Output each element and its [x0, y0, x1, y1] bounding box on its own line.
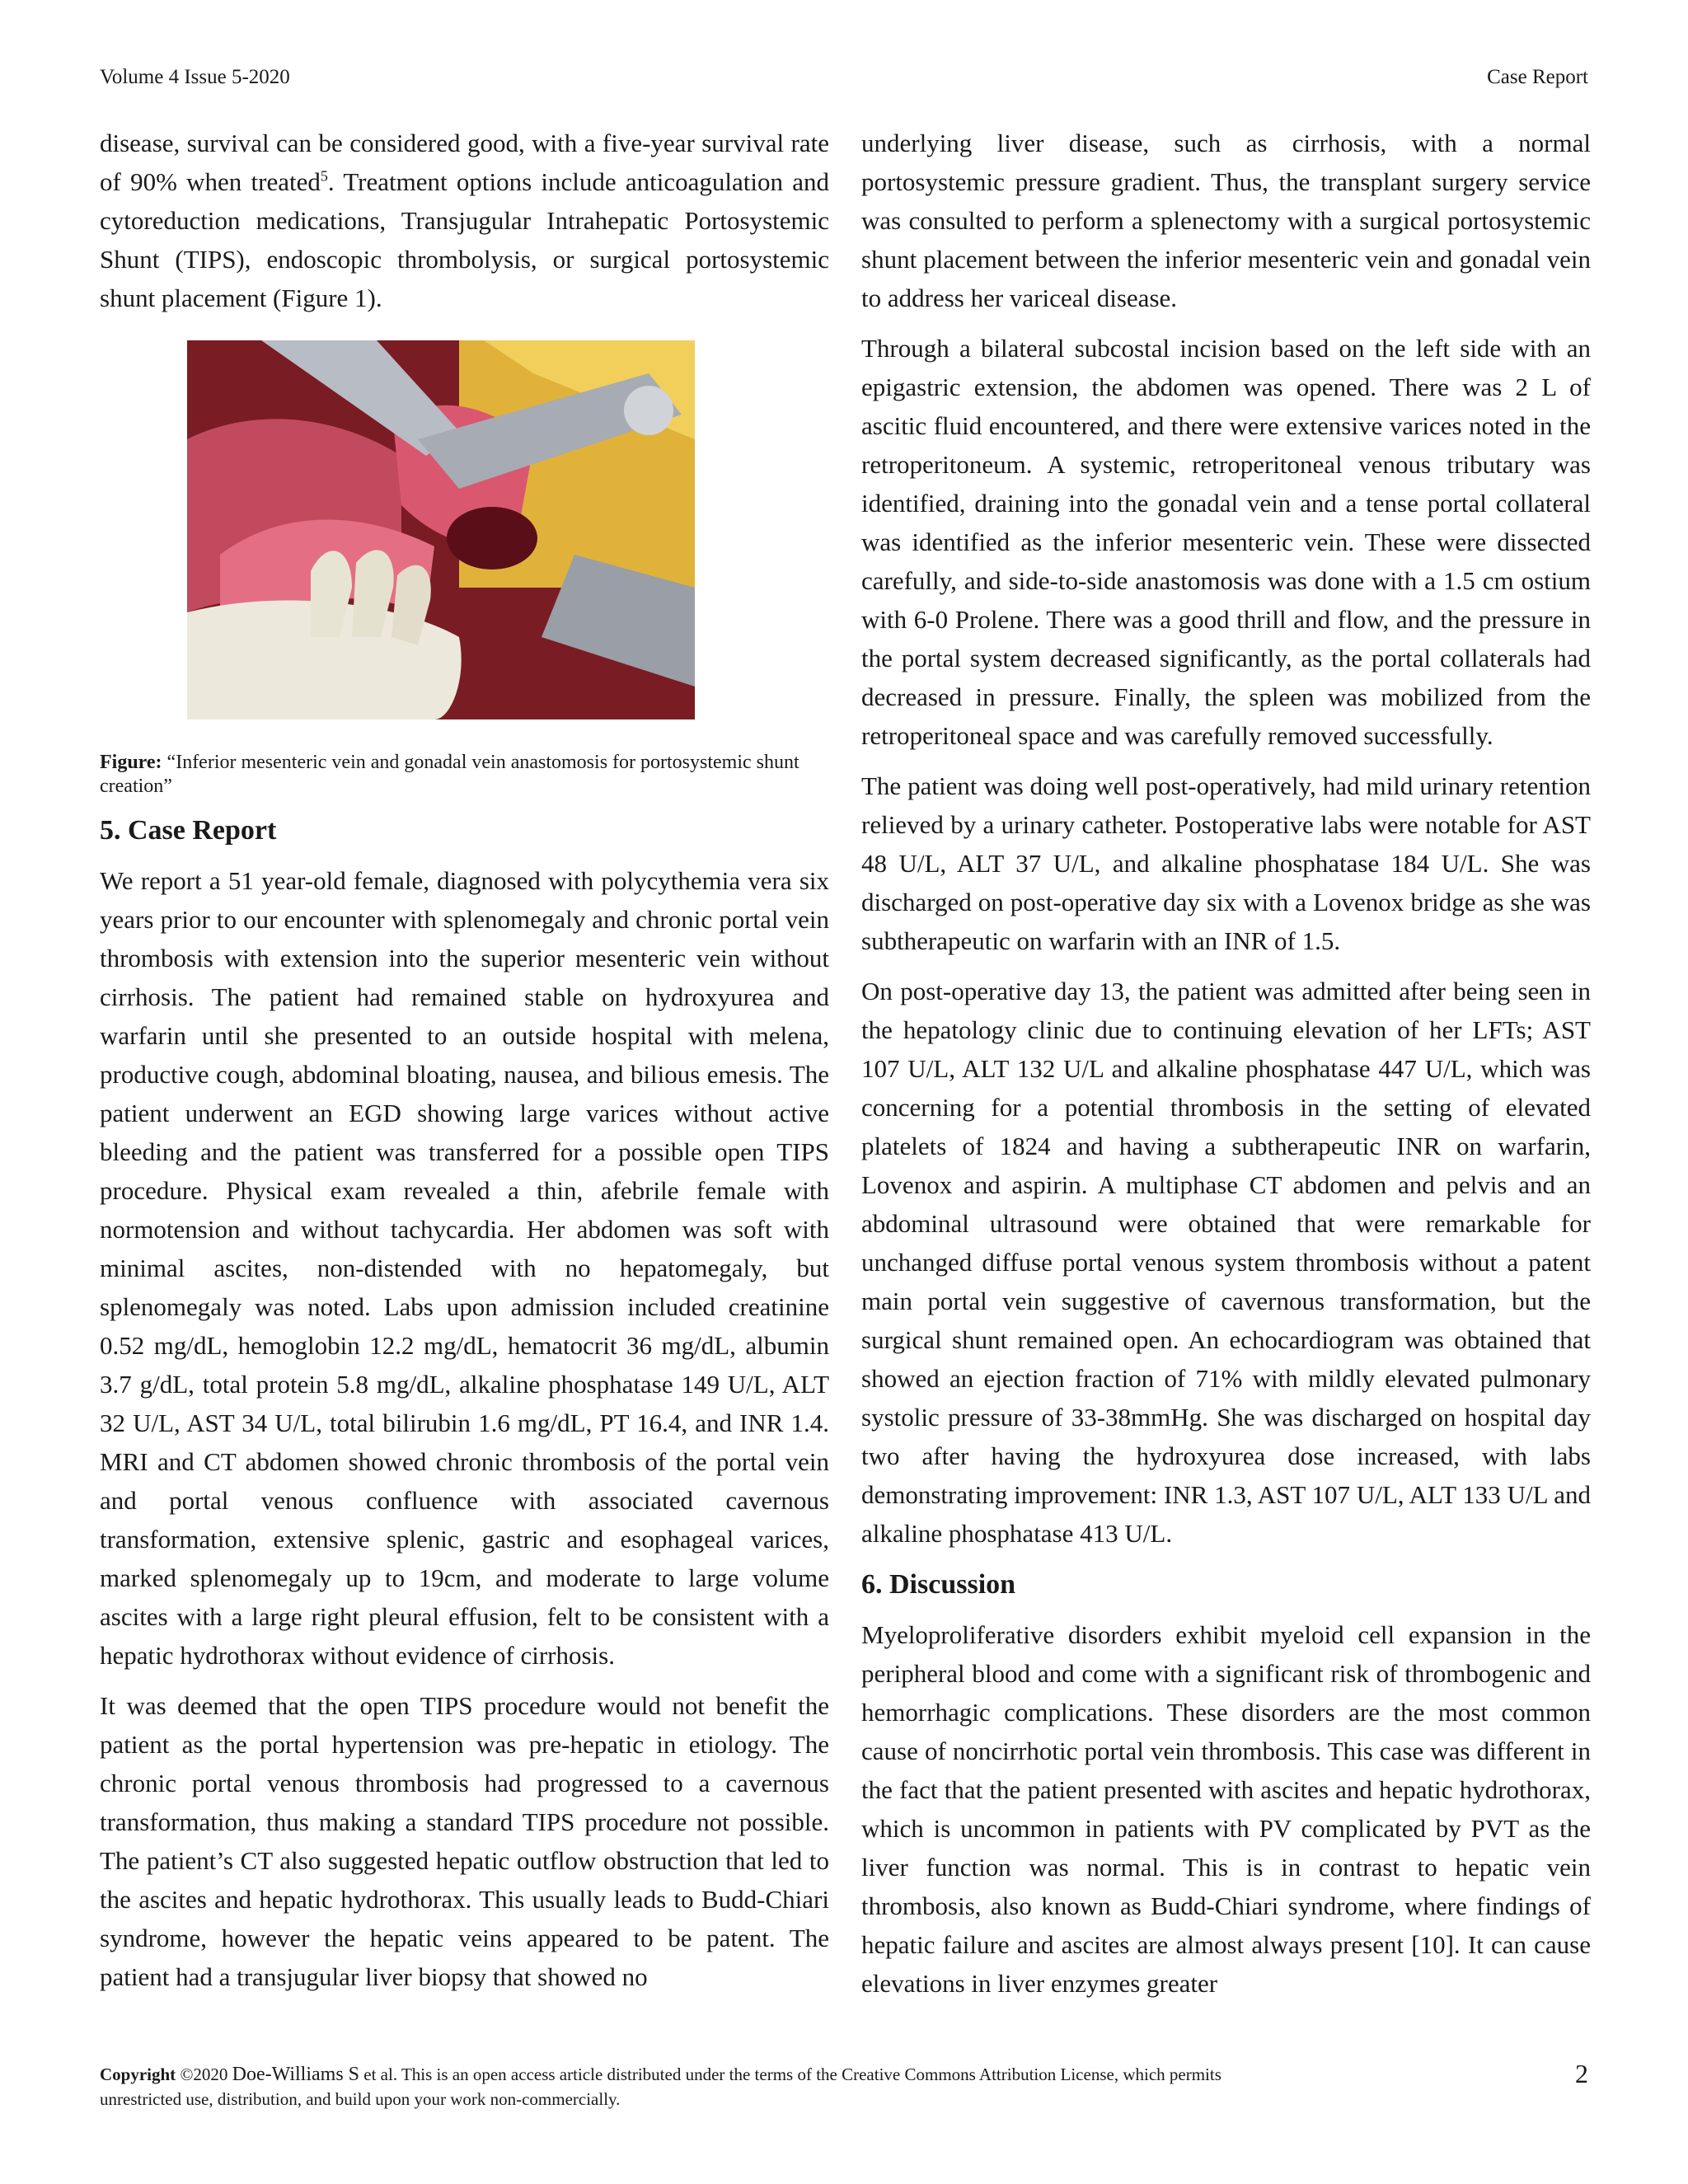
author-name: Doe-Williams S [232, 2064, 360, 2085]
copyright-label: Copyright [100, 2064, 176, 2084]
figure [100, 340, 829, 799]
journal-volume: Volume 4 Issue 5-2020 [100, 66, 290, 88]
left-column [100, 124, 829, 2008]
running-head [100, 66, 1588, 94]
article-type: Case Report [1487, 66, 1588, 88]
body-paragraph-1: underlying liver disease, such as cirrhosis, with a normal portosystemic pressure gradient. Thus, the transplant surgery service was consulted to perform a splenectomy with a surgical portosystemic shunt placement between the inferior mesenteric vein and gonadal vein to address her variceal disease. [861, 129, 1591, 312]
case-report-paragraph-2: It was deemed that the open TIPS procedure would not benefit the patient as the portal hypertension was pre-hepatic in etiology. The chronic portal venous thrombosis had progressed to a cavernous transformation, thus making a standard TIPS procedure not possible. The patient’s CT also suggested hepatic outflow obstruction that led to the ascites and hepatic hydrothorax. This usually leads to Budd-Chiari syndrome, however the hepatic veins appeared to be patent. The patient had a transjugular liver biopsy that showed no [100, 1691, 829, 1991]
case-report-paragraph-1: We report a 51 year-old female, diagnosed with polycythemia vera six years prior to our encounter with splenomegaly and chronic portal vein thrombosis with extension into the superior mesenteric vein without cirrhosis. The patient had remained stable on hydroxyurea and warfarin until she presented to an outside hospital with melena, productive cough, abdominal bloating, nausea, and bilious emesis. The patient underwent an EGD showing large varices without active bleeding and the patient was transferred for a possible open TIPS procedure. Physical exam revealed a thin, afebrile female with normotension and without tachycardia. Her abdomen was soft with minimal ascites, non-distended with no hepatomegaly, but splenomegaly was noted. Labs upon admission included creatinine 0.52 mg/dL, hemoglobin 12.2 mg/dL, hematocrit 36 mg/dL, albumin 3.7 g/dL, total protein 5.8 mg/dL, alkaline phosphatase 149 U/L, ALT 32 U/L, AST 34 U/L, total bilirubin 1.6 mg/dL, PT 16.4, and INR 1.4. MRI and CT abdomen showed chronic thrombosis of the portal vein and portal venous confluence with associated cavernous transformation, extensive splenic, gastric and esophageal varices, marked splenomegaly up to 19cm, and moderate to large volume ascites with a large right pleural effusion, felt to be consistent with a hepatic hydrothorax without evidence of cirrhosis. [100, 866, 829, 1670]
page-number: 2 [1575, 2059, 1588, 2088]
body-paragraph-3: The patient was doing well post-operatively, had mild urinary retention relieved by a urinary catheter. Postoperative labs were notable for AST 48 U/L, ALT 37 U/L, and alkaline phosphatase 184 U/L. She was discharged on post-operative day six with a Lovenox bridge as she was subtherapeutic on warfarin with an INR of 1.5. [861, 771, 1591, 955]
figure-caption: Figure: “Inferior mesenteric vein and gonadal vein anastomosis for portosystemic shunt creation” [100, 752, 799, 797]
citation-superscript[interactable]: 5 [320, 167, 328, 185]
body-paragraph-4: On post-operative day 13, the patient was admitted after being seen in the hepatology clinic due to continuing elevation of her LFTs; AST 107 U/L, ALT 132 U/L and alkaline phosphatase 447 U/L, which was concerning for a potential thrombosis in the setting of elevated platelets of 1824 and having a subtherapeutic INR on warfarin, Lovenox and aspirin. A multiphase CT abdomen and pelvis and an abdominal ultrasound were obtained that were remarkable for unchanged diffuse portal venous system thrombosis without a patent main portal vein suggestive of cavernous transformation, but the surgical shunt remained open. An echocardiogram was obtained that showed an ejection fraction of 71% with mildly elevated pulmonary systolic pressure of 33-38mmHg. She was discharged on hospital day two after having the hydroxyurea dose increased, with labs demonstrating improvement: INR 1.3, AST 107 U/L, ALT 133 U/L and alkaline phosphatase 413 U/L. [861, 977, 1591, 1548]
intro-paragraph: disease, survival can be considered good, with a five-year survival rate of 90% when treated$^5$. Treatment options include anticoagulation and cytoreduction medications, Transjugular Intrahepatic Portosystemic Shunt (TIPS), endoscopic thrombolysis, or surgical portosystemic shunt placement (Figure 1). [100, 129, 829, 312]
body-paragraph-2: Through a bilateral subcostal incision based on the left side with an epigastric extension, the abdomen was opened. There was 2 L of ascitic fluid encountered, and there were extensive varices noted in the retroperitoneum. A systemic, retroperitoneal venous tributary was identified, draining into the gonadal vein and a tense portal collateral was identified as the inferior mesenteric vein. These were dissected carefully, and side-to-side anastomosis was done with a 1.5 cm ostium with 6-0 Prolene. There was a good thrill and flow, and the pressure in the portal system decreased significantly, as the portal collaterals had decreased in pressure. Finally, the spleen was mobilized from the retroperitoneal space and was carefully removed successfully. [861, 334, 1591, 750]
copyright-footer: Copyright ©2020 Doe-Williams S et al. This is an open access article distributed under the terms of the Creative Commons Attribution License, which permits unrestricted use, distribution, and build upon your work non-commercially. [100, 2064, 1221, 2109]
right-column [861, 124, 1591, 2014]
discussion-paragraph-1: Myeloproliferative disorders exhibit myeloid cell expansion in the peripheral blood and come with a significant risk of thrombogenic and hemorrhagic complications. These disorders are the most common cause of noncirrhotic portal vein thrombosis. This case was different in the fact that the patient presented with ascites and hepatic hydrothorax, which is uncommon in patients with PV complicated by PVT as the liver function was normal. This is in contrast to hepatic vein thrombosis, also known as Budd-Chiari syndrome, where findings of hepatic failure and ascites are almost always present [10]. It can cause elevations in liver enzymes greater [861, 1620, 1591, 1998]
discussion-heading: 6. Discussion [861, 1569, 1016, 1600]
surgical-photo [187, 340, 695, 719]
case-report-heading: 5. Case Report [100, 815, 277, 846]
